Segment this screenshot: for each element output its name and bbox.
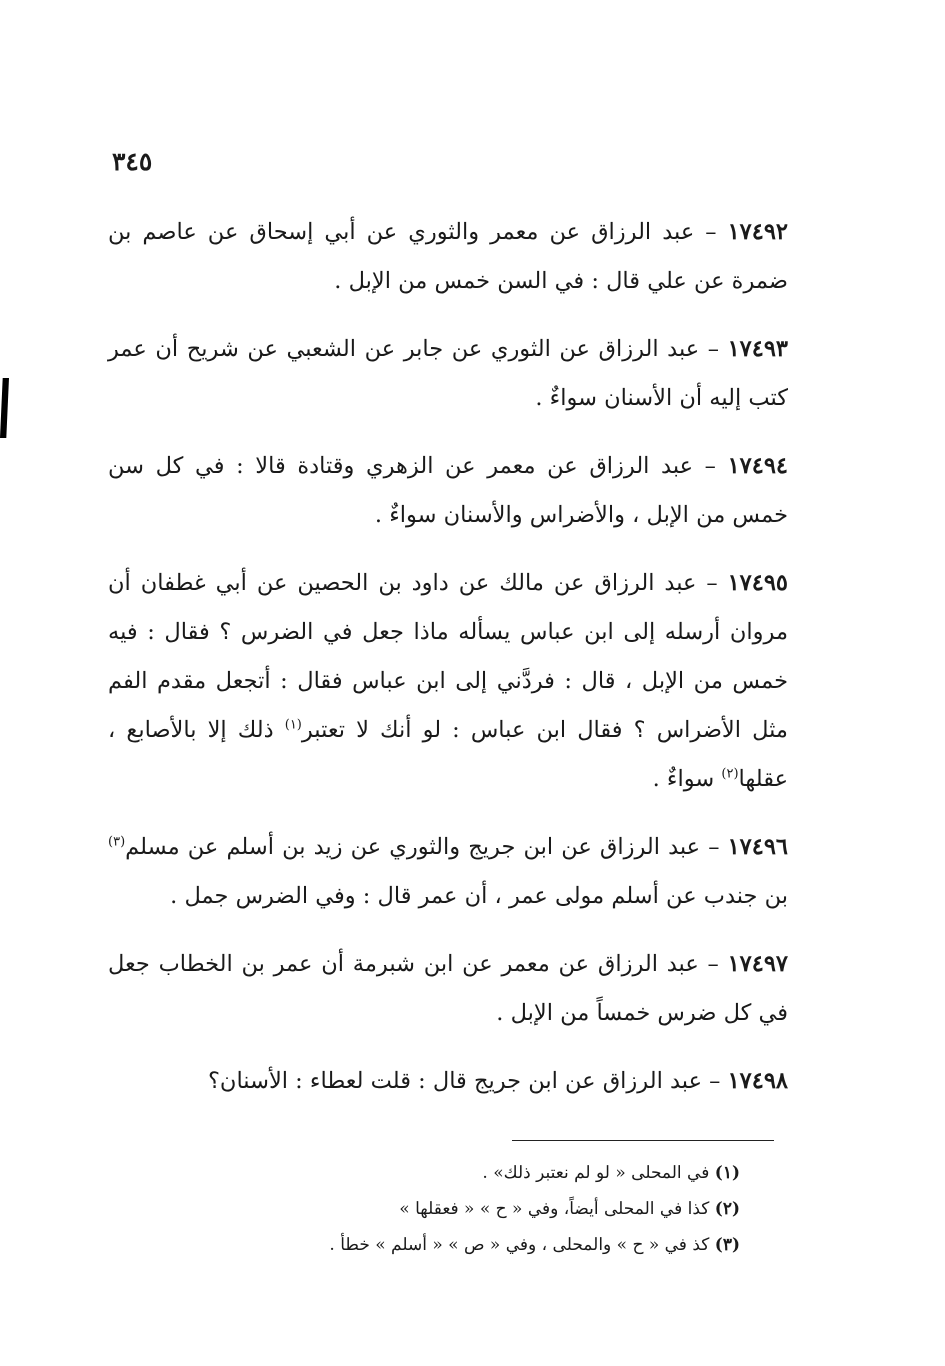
footnote-divider [512,1140,774,1141]
footnote-text: كذا في المحلى أيضاً، وفي « ح » « فعقلها » [399,1199,710,1219]
footnotes [240,1155,740,1263]
footnote-reference: (٣) [108,834,126,850]
hadith-list [108,208,788,1125]
hadith-entry [108,940,788,1038]
hadith-entry [108,442,788,540]
hadith-entry [108,325,788,423]
footnote-reference: (١) [284,717,302,733]
hadith-text: – عبد الرزاق عن الثوري عن جابر عن الشعبي عن شريح أن عمر كتب إليه أن الأسنان سواءٌ . [108,336,788,411]
hadith-number: ١٧٤٩٥ [727,570,788,596]
page-number: ٣٤٥ [112,147,153,176]
hadith-number: ١٧٤٩٢ [727,219,788,245]
hadith-text: – عبد الرزاق عن ابن جريج قال : قلت لعطاء : الأسنان؟ [207,1068,721,1094]
hadith-text: سواءٌ . [652,766,722,792]
hadith-number: ١٧٤٩٦ [727,834,788,860]
hadith-text: – عبد الرزاق عن معمر والثوري عن أبي إسحاق عن عاصم بن ضمرة عن علي قال : في السن خمس من الإبل . [108,219,788,294]
footnote [240,1227,740,1263]
footnote-number: (٢) [714,1199,740,1219]
footnote-number: (١) [714,1163,740,1183]
hadith-text: – عبد الرزاق عن مالك عن داود بن الحصين عن أبي غطفان أن مروان أرسله إلى ابن عباس يسأله ماذا جعل في الضرس ؟ فقال : فيه خمس من الإبل ، قال : فردَّني إلى ابن عباس فقال : أتجعل مقدم الفم مثل الأضراس ؟ فقال ابن عباس : لو أنك لا تعتبر [108,570,788,743]
hadith-number: ١٧٤٩٨ [727,1068,788,1094]
footnote-text: كذ في « ح » والمحلى ، وفي « ص » « أسلم » خطأ . [329,1235,710,1255]
hadith-text: – عبد الرزاق عن معمر عن ابن شبرمة أن عمر بن الخطاب جعل في كل ضرس خمساً من الإبل . [108,951,788,1026]
hadith-entry [108,823,788,921]
hadith-number: ١٧٤٩٧ [727,951,789,977]
hadith-number: ١٧٤٩٤ [727,453,788,479]
hadith-text: ذلك إلا بالأصابع ، عقلها [108,717,788,792]
hadith-entry [108,1057,788,1106]
hadith-number: ١٧٤٩٣ [727,336,788,362]
footnote-number: (٣) [714,1235,740,1255]
hadith-text: – عبد الرزاق عن معمر عن الزهري وقتادة قالا : في كل سن خمس من الإبل ، والأضراس والأسنان سواءٌ . [108,453,788,528]
margin-binding-mark [0,378,9,438]
hadith-text: – عبد الرزاق عن ابن جريج والثوري عن زيد بن أسلم عن مسلم [125,834,720,860]
hadith-entry [108,559,788,804]
footnote-text: في المحلى « لو لم نعتبر ذلك» . [482,1163,710,1183]
hadith-text: بن جندب عن أسلم مولى عمر ، أن عمر قال : وفي الضرس جمل . [170,883,788,909]
footnote-reference: (٢) [721,766,739,782]
footnote [240,1191,740,1227]
hadith-entry [108,208,788,306]
footnote [240,1155,740,1191]
